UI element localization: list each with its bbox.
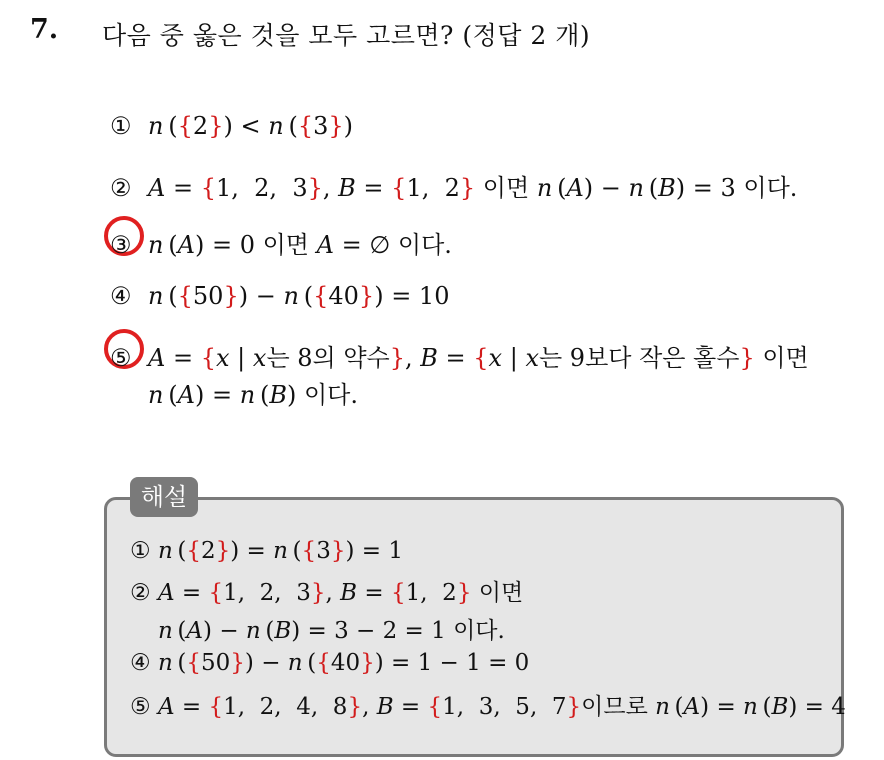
option-math: n ({50}) − n ({40}) = 10 (148, 282, 450, 310)
explanation-line-5: ⑤ A = {1, 2, 4, 8}, B = {1, 3, 5, 7}이므로 n (A) = n (B) = 4 (130, 694, 846, 720)
option-marker: ④ (110, 282, 132, 310)
explanation-line-2: ② A = {1, 2, 3}, B = {1, 2} 이면 (130, 580, 524, 606)
question-number: 7. (30, 14, 59, 45)
line-text: 이면 (478, 580, 524, 606)
option-text: 는 9보다 작은 홀수 (538, 344, 740, 372)
option-2[interactable] (110, 168, 797, 203)
line-marker: ① (130, 538, 151, 564)
option-4[interactable] (110, 282, 449, 310)
option-1[interactable] (110, 112, 353, 140)
option-math: A = ∅ (316, 231, 391, 259)
option-math: n (A) − n (B) = 3 (536, 174, 736, 202)
option-math: n ({2}) < n ({3}) (148, 112, 354, 140)
option-text: 이다. (397, 231, 452, 259)
line-text: 이므로 (581, 694, 648, 720)
option-marker: ① (110, 112, 132, 140)
line-marker: ② (130, 580, 151, 606)
line-marker: ⑤ (130, 694, 151, 720)
option-math: A = {x | x (148, 344, 267, 372)
option-text: 이면 (262, 231, 309, 259)
option-math: }, B = {x | x (389, 344, 539, 372)
option-marker: ② (110, 174, 132, 202)
option-text: 이면 (482, 174, 530, 202)
explanation-line-3: n (A) − n (B) = 3 − 2 = 1 이다. (158, 618, 505, 644)
question-text: 다음 중 옳은 것을 모두 고르면? (정답 2 개) (102, 21, 591, 50)
line-text: 이다. (453, 618, 505, 644)
option-text: 는 8의 약수 (266, 344, 390, 372)
option-marker: ⑤ (110, 344, 132, 372)
explanation-line-1: ① n ({2}) = n ({3}) = 1 (130, 538, 403, 564)
option-5[interactable] (110, 338, 809, 373)
option-text: 이면 (762, 344, 809, 372)
explanation-title: 해설 (130, 477, 198, 517)
option-math: n (A) = 0 (148, 231, 255, 259)
option-math: } (739, 344, 755, 372)
option-text: 이다. (303, 381, 358, 409)
option-5-continued (148, 375, 358, 410)
option-3[interactable] (110, 225, 452, 260)
option-math: n (A) = n (B) (148, 381, 297, 409)
explanation-line-4: ④ n ({50}) − n ({40}) = 1 − 1 = 0 (130, 650, 530, 676)
line-marker: ④ (130, 650, 151, 676)
option-marker: ③ (110, 231, 132, 259)
option-text: 이다. (743, 174, 798, 202)
option-math: A = {1, 2, 3}, B = {1, 2} (148, 174, 476, 202)
